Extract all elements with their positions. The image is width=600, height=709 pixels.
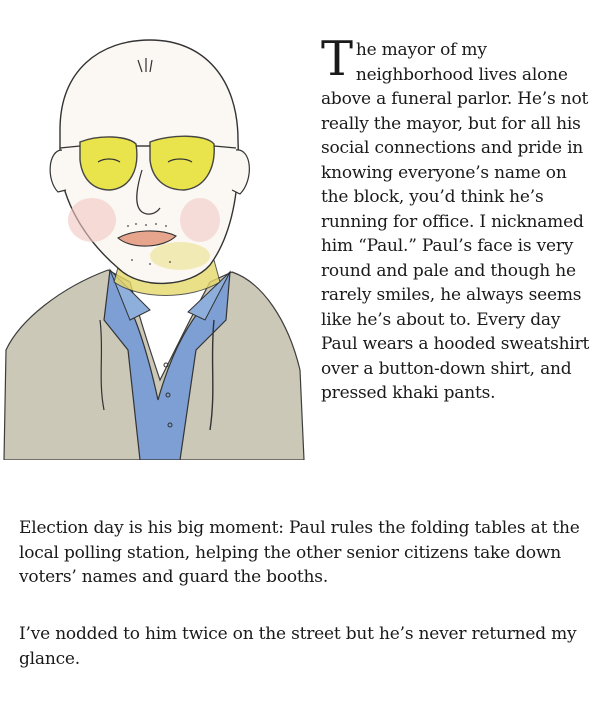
intro-text: he mayor of my neighborhood lives alone above a funeral parlor. He’s not really the mayor, but for all his social connections and pride in knowing everyone’s name on the block, you’d think he’s running for office. I nicknamed him “Paul.” Paul’s face is very round and pale and though he rarely smiles, he always seems like he’s about to. Every day Paul wears a hooded sweatshirt over a button-down shirt, and pressed khaki pants. <box>321 40 590 403</box>
drop-cap: T <box>321 31 353 87</box>
closing-paragraph: I’ve nodded to him twice on the street but he’s never returned my glance. <box>19 624 577 669</box>
election-paragraph: Election day is his big moment: Paul rules the folding tables at the local polling station, helping the other senior citizens take down voters’ names and guard the booths. <box>19 518 580 587</box>
portrait-illustration <box>0 20 312 460</box>
intro-paragraph <box>321 31 597 406</box>
